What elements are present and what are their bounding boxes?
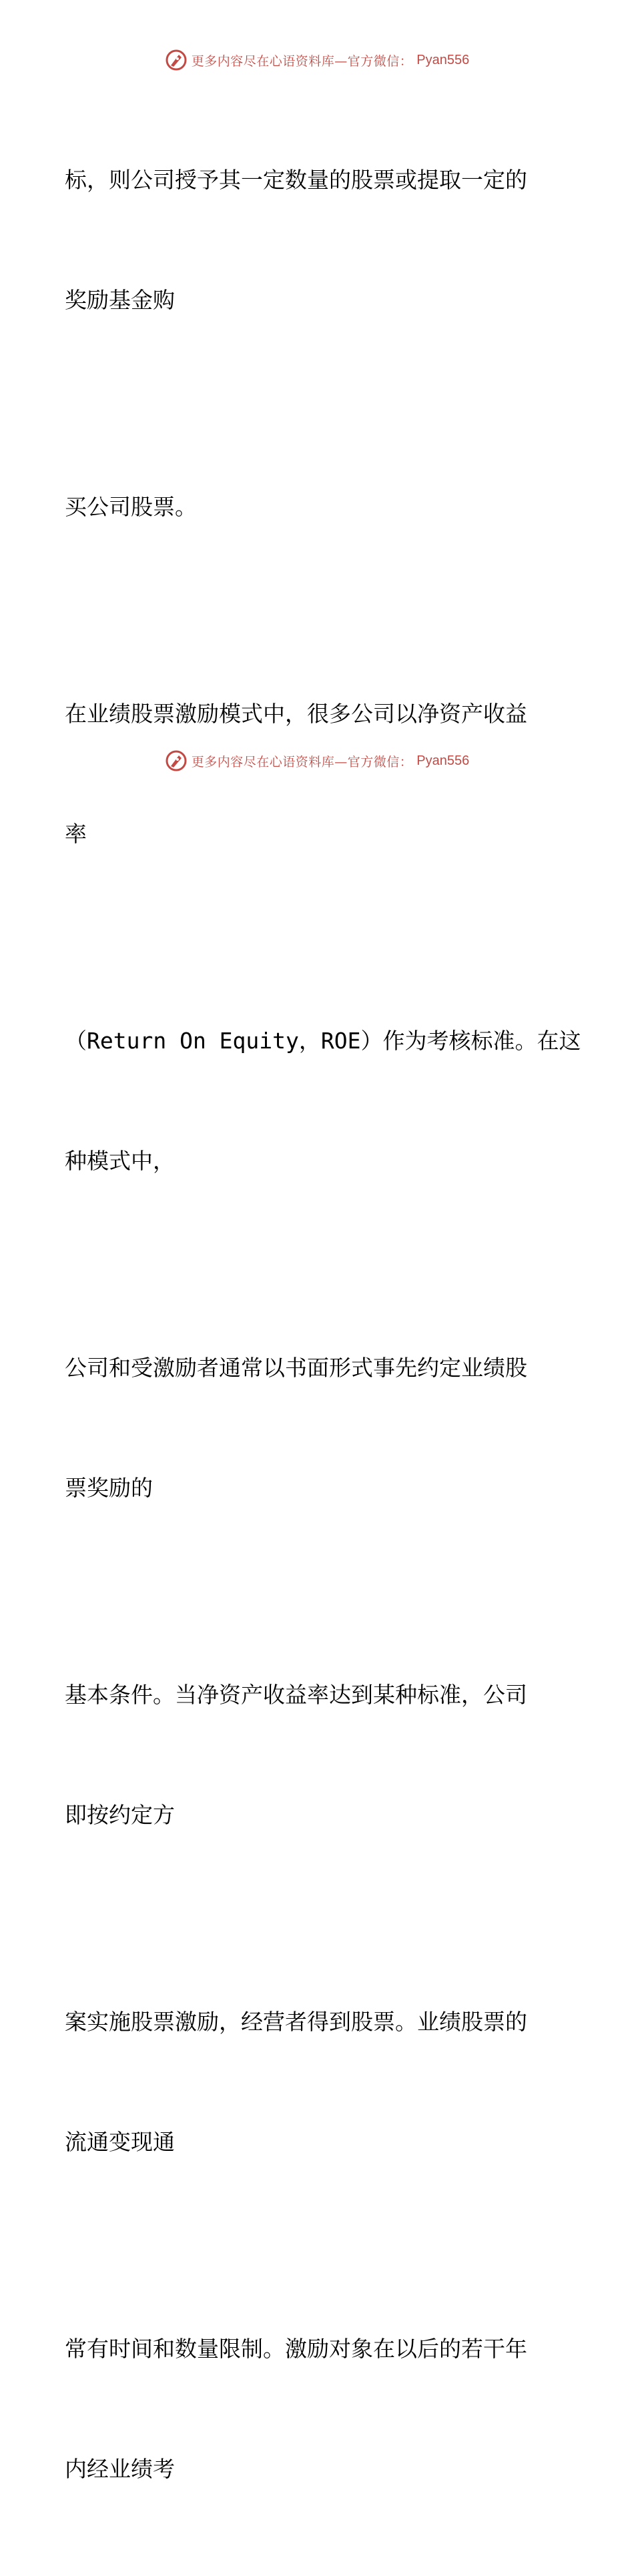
paragraph-line: 种模式中， <box>65 1148 175 1174</box>
paragraph-7 <box>65 1922 572 2242</box>
paragraph-line: （Return On Equity，ROE）作为考核标准。在这 <box>65 1028 581 1054</box>
pen-nib-logo-icon <box>165 49 188 71</box>
header-banner-id: Pyan556 <box>416 52 470 67</box>
paragraph-line: 率 <box>65 821 87 847</box>
paragraph-line: 流通变现通 <box>65 2129 175 2155</box>
header-banner-text: 更多内容尽在心语资料库—官方微信： <box>191 53 413 69</box>
footer-banner <box>0 747 634 774</box>
paragraph-1 <box>65 80 572 400</box>
paragraph-line: 公司和受激励者通常以书面形式事先约定业绩股 <box>65 1355 527 1381</box>
footer-banner-id: Pyan556 <box>416 753 470 768</box>
paragraph-5 <box>65 1268 572 1588</box>
document-body <box>65 80 581 2576</box>
paragraph-line: 案实施股票激励，经营者得到股票。业绩股票的 <box>65 2009 527 2035</box>
paragraph-line: 基本条件。当净资产收益率达到某种标准，公司 <box>65 1682 527 1708</box>
paragraph-line: 标，则公司授予其一定数量的股票或提取一定的 <box>65 167 527 193</box>
footer-banner-text: 更多内容尽在心语资料库—官方微信： <box>191 754 413 769</box>
header-banner <box>0 47 634 73</box>
paragraph-line: 票奖励的 <box>65 1475 153 1501</box>
paragraph-line: 即按约定方 <box>65 1802 175 1828</box>
paragraph-line: 内经业绩考 <box>65 2456 175 2482</box>
paragraph-line: 常有时间和数量限制。激励对象在以后的若干年 <box>65 2336 527 2362</box>
paragraph-line: 买公司股票。 <box>65 494 197 520</box>
paragraph-line: 在业绩股票激励模式中，很多公司以净资产收益 <box>65 701 527 727</box>
paragraph-6 <box>65 1595 572 1915</box>
paragraph-2 <box>65 407 572 607</box>
paragraph-4 <box>65 941 581 1261</box>
paragraph-8 <box>65 2249 572 2569</box>
paragraph-3 <box>65 614 572 934</box>
pen-nib-logo-icon <box>165 749 188 772</box>
paragraph-line: 奖励基金购 <box>65 287 175 313</box>
